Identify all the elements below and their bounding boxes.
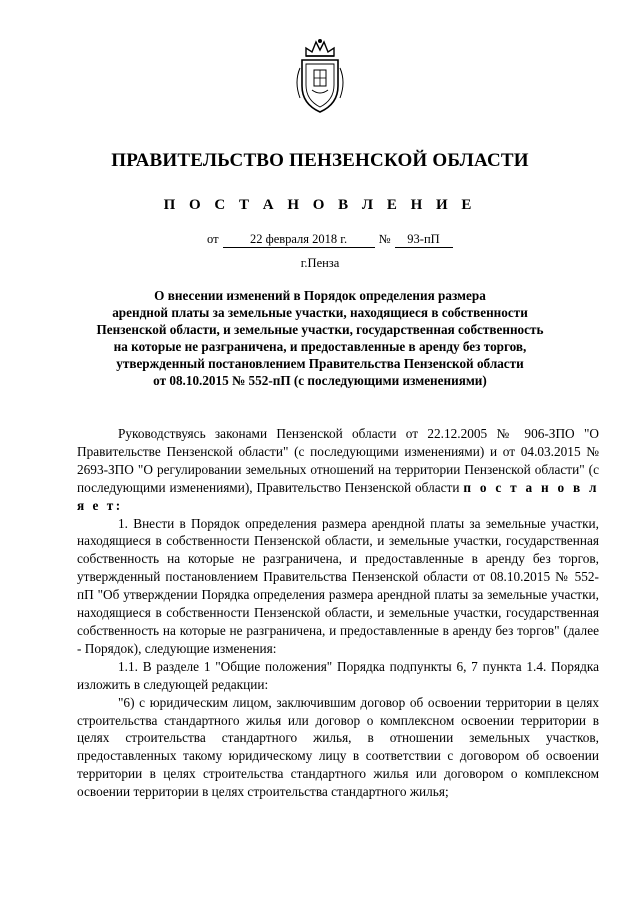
document-heading: [88, 287, 552, 389]
item-1-paragraph: 1. Внести в Порядок определения размера арендной платы за земельные участки, находящиеся в собственности Пензенской области, и земельные участки, государственная собственность на которые не разграничена, и предоставленные в аренду без торгов, утвержденный постановлением Правительства Пензенской области от 08.10.2015 № 552-пП "Об утверждении Порядка определения размера арендной платы за земельные участки, находящиеся в собственности Пензенской области, и земельные участки, государственная собственность на которые не разграничена, и предоставленные в аренду без торгов" (далее - Порядок), следующие изменения:: [77, 515, 599, 656]
document-type: П О С Т А Н О В Л Е Н И Е: [163, 197, 477, 213]
heading-line: Пензенской области, и земельные участки, государственная собственность: [96, 322, 544, 337]
document-body: [77, 425, 599, 801]
document-number: 93-пП: [395, 232, 453, 248]
preamble-text: Руководствуясь законами Пензенской области от 22.12.2005 № 906-ЗПО "О Правительстве Пензенской области" (с последующими изменениями) и от 04.03.2015 № 2693-ЗПО "О регулировании земельных отношений на территории Пензенской области" (с последующими изменениями), Правительство Пензенской области: [77, 426, 599, 495]
preamble-paragraph: [77, 425, 599, 515]
heading-line: арендной платы за земельные участки, находящиеся в собственности: [112, 305, 528, 320]
date-number-line: [207, 232, 467, 248]
decrees-word: п о с т а н о в л я е т:: [77, 479, 599, 513]
heading-line: О внесении изменений в Порядок определения размера: [154, 288, 486, 303]
date-prefix: от: [207, 232, 219, 246]
item-1-1-paragraph: 1.1. В разделе 1 "Общие положения" Порядка подпункты 6, 7 пункта 1.4. Порядка изложить в следующей редакции:: [77, 658, 599, 692]
number-sign: №: [378, 232, 391, 246]
document-date: 22 февраля 2018 г.: [223, 232, 375, 248]
heading-line: от 08.10.2015 № 552-пП (с последующими изменениями): [153, 373, 487, 388]
government-title: ПРАВИТЕЛЬСТВО ПЕНЗЕНСКОЙ ОБЛАСТИ: [111, 150, 529, 171]
city-name: г.Пенза: [300, 256, 340, 270]
coat-of-arms-emblem: [290, 38, 350, 116]
heading-line: на которые не разграничена, и предоставленные в аренду без торгов,: [113, 339, 527, 354]
heading-line: утвержденный постановлением Правительства Пензенской области: [116, 356, 524, 371]
quote-subitem-6-paragraph: "6) с юридическим лицом, заключившим договор об освоении территории в целях строительства стандартного жилья или договор о комплексном освоении территории в целях строительства стандартного жилья, в отношении земельных участков, предоставленных такому юридическому лицу в соответствии с договором об освоении территории в целях строительства стандартного жилья или договором о комплексном освоении территории в целях строительства стандартного жилья;: [77, 694, 599, 800]
